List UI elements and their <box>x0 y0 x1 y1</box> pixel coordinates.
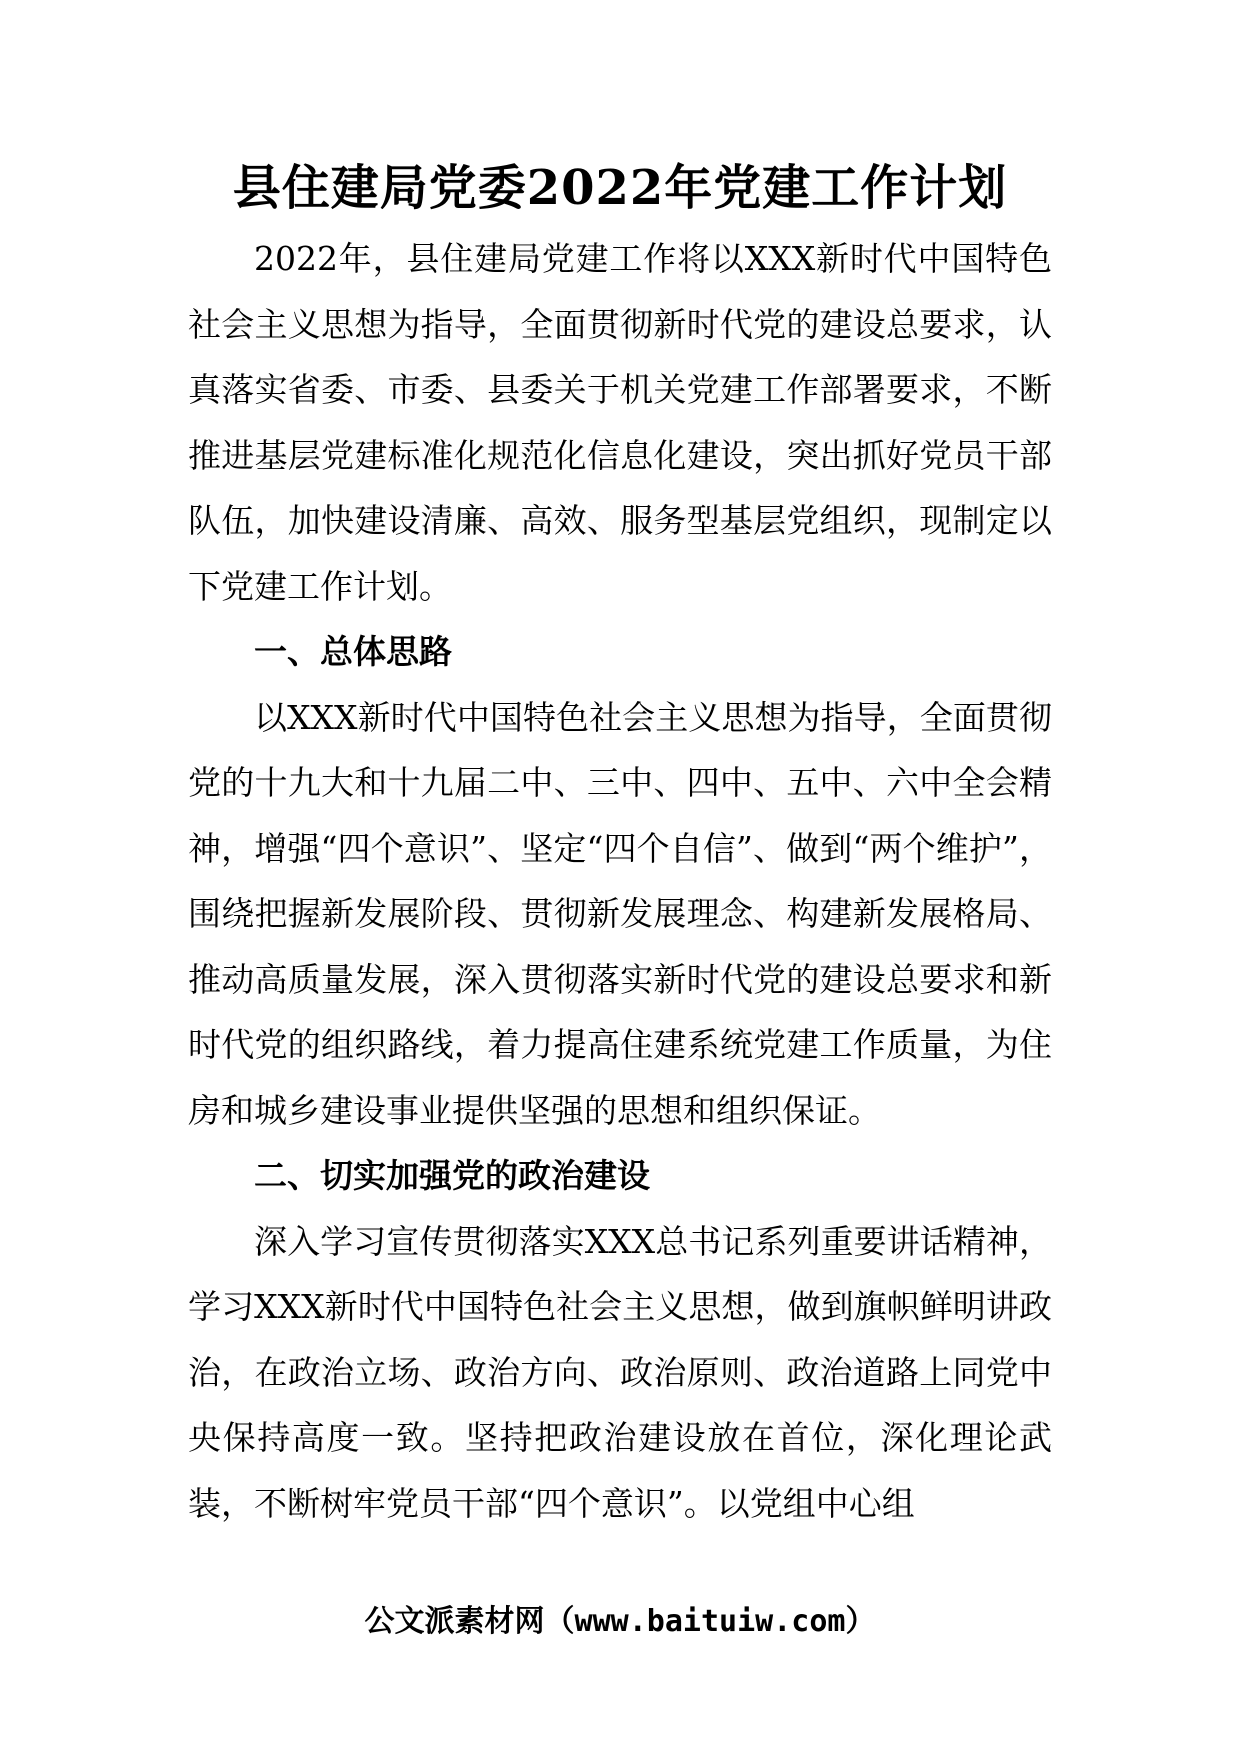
section-heading-1: 一、总体思路 <box>254 632 452 671</box>
footer-site-name: 公文派素材网 <box>364 1604 545 1639</box>
section-paragraph-1: 以XXX新时代中国特色社会主义思想为指导，全面贯彻党的十九大和十九届二中、三中、四中、五中、六中全会精神，增强“四个意识”、坚定“四个自信”、做到“两个维护”，围绕把握新发展阶段、贯彻新发展理念、构建新发展格局、推动高质量发展，深入贯彻落实新时代党的建设总要求和新时代党的组织路线，着力提高住建系统党建工作质量，为住房和城乡建设事业提供坚强的思想和组织保证。 <box>188 697 1052 1130</box>
document-title: 县住建局党委2022年党建工作计划 <box>232 160 1008 216</box>
footer-open-paren: （ <box>544 1604 575 1639</box>
footer-url: www.baituiw.com <box>574 1604 846 1639</box>
intro-paragraph: 2022年，县住建局党建工作将以XXX新时代中国特色社会主义思想为指导，全面贯彻新时代党的建设总要求，认真落实省委、市委、县委关于机关党建工作部署要求，不断推进基层党建标准化规范化信息化建设，突出抓好党员干部队伍，加快建设清廉、高效、服务型基层党组织，现制定以下党建工作计划。 <box>188 239 1052 606</box>
section-heading-2: 二、切实加强党的政治建设 <box>254 1156 650 1195</box>
document-body <box>188 226 1052 1536</box>
footer-close-paren: ） <box>845 1604 876 1639</box>
section-paragraph-2: 深入学习宣传贯彻落实XXX总书记系列重要讲话精神，学习XXX新时代中国特色社会主义思想，做到旗帜鲜明讲政治，在政治立场、政治方向、政治原则、政治道路上同党中央保持高度一致。坚持把政治建设放在首位，深化理论武装，不断树牢党员干部“四个意识”。以党组中心组 <box>188 1221 1052 1523</box>
footer-watermark <box>0 1600 1240 1644</box>
